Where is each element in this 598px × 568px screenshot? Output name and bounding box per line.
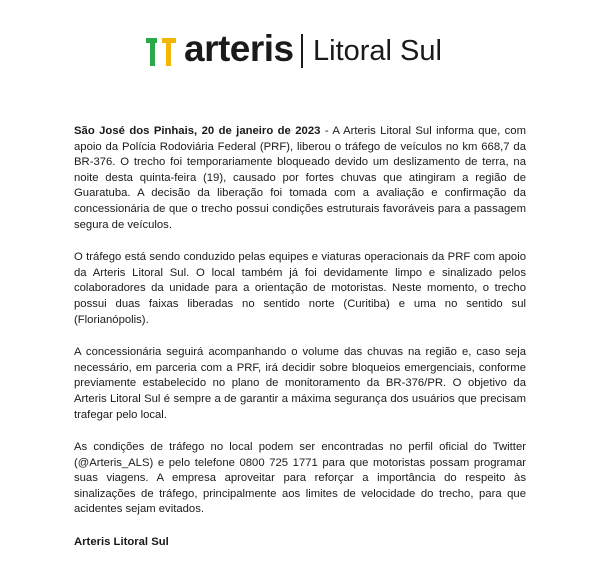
header-logo [0, 30, 598, 72]
brand-name: arteris [184, 28, 294, 69]
paragraph-1 [74, 124, 526, 233]
paragraph-4: As condições de tráfego no local podem ser encontradas no perfil oficial do Twitter (@Arteris_ALS) e pelo telefone 0800 725 1771 para que motoristas possam programar suas viagens. A empresa aproveitar para reforçar a importância do respeito às sinalizações de tráfego, principalmente aos limites de velocidade do trecho, para que acidentes sejam evitados. [74, 441, 526, 516]
logo-divider [301, 34, 303, 68]
paragraph-3: A concessionária seguirá acompanhando o volume das chuvas na região e, caso seja necessário, em parceria com a PRF, irá decidir sobre bloqueios emergenciais, conforme previamente estabelecido no plano de monitoramento da BR-376/PR. O objetivo da Arteris Litoral Sul é sempre a de garantir a máxima segurança dos usuários que precisam trafegar pelo local. [74, 346, 526, 421]
signature: Arteris Litoral Sul [74, 536, 169, 549]
brand-unit: Litoral Sul [313, 35, 442, 67]
dateline: São José dos Pinhais, 20 de janeiro de 2023 [74, 125, 321, 137]
press-release-body [74, 124, 526, 568]
arteris-logo-icon [146, 36, 182, 68]
paragraph-2: O tráfego está sendo conduzido pelas equipes e viaturas operacionais da PRF com apoio da Arteris Litoral Sul. O local também já foi devidamente limpo e sinalizado pelos colaboradores da unidade para a orientação de motoristas. Neste momento, o trecho possui duas faixas liberadas no sentido norte (Curitiba) e uma no sentido sul (Florianópolis). [74, 251, 526, 326]
paragraph-1-text: - A Arteris Litoral Sul informa que, com apoio da Polícia Rodoviária Federal (PRF), liberou o tráfego de veículos no km 668,7 da BR-376. O trecho foi temporariamente bloqueado devido um deslizamento de terra, na noite desta quinta-feira (19), causado por fortes chuvas que atingiram a região de Guaratuba. A decisão da liberação foi tomada com a avaliação e confirmação da concessionária de que o trecho possui condições estruturais favoráveis para a passagem segura de veículos. [74, 125, 526, 231]
